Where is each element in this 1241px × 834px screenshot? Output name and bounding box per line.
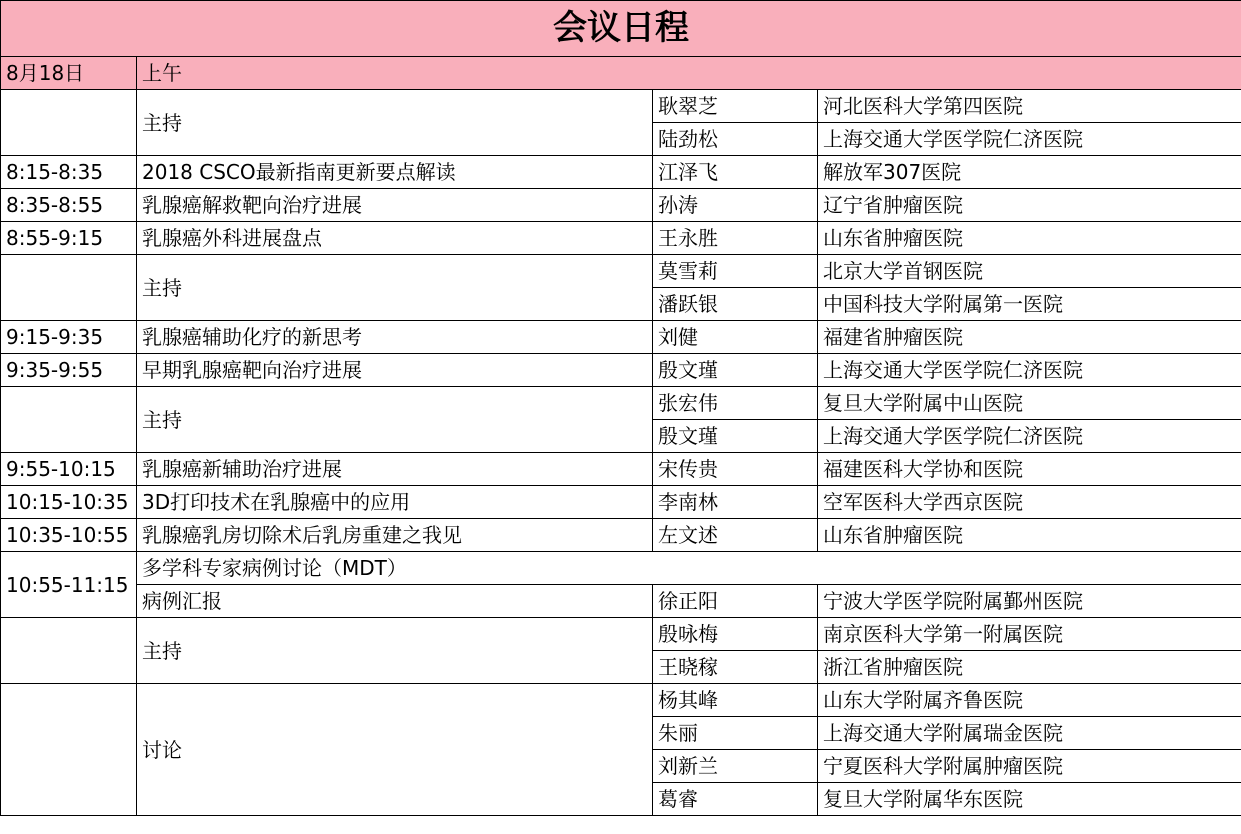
- org-cell: 复旦大学附属华东医院: [818, 783, 1241, 816]
- topic-cell: 乳腺癌辅助化疗的新思考: [137, 321, 653, 354]
- table-row: [1, 321, 1241, 354]
- speaker-cell: 刘健: [653, 321, 818, 354]
- org-cell: 上海交通大学医学院仁济医院: [818, 123, 1241, 156]
- speaker-cell: 刘新兰: [653, 750, 818, 783]
- org-cell: 北京大学首钢医院: [818, 255, 1241, 288]
- topic-cell: 2018 CSCO最新指南更新要点解读: [137, 156, 653, 189]
- speaker-cell: 徐正阳: [653, 585, 818, 618]
- org-cell: 宁波大学医学院附属鄞州医院: [818, 585, 1241, 618]
- topic-cell: 主持: [137, 618, 653, 684]
- topic-cell: 3D打印技术在乳腺癌中的应用: [137, 486, 653, 519]
- time-cell: [1, 387, 137, 453]
- speaker-cell: 殷咏梅: [653, 618, 818, 651]
- org-cell: 上海交通大学医学院仁济医院: [818, 420, 1241, 453]
- speaker-cell: 莫雪莉: [653, 255, 818, 288]
- org-cell: 宁夏医科大学附属肿瘤医院: [818, 750, 1241, 783]
- org-cell: 上海交通大学医学院仁济医院: [818, 354, 1241, 387]
- time-cell: [1, 618, 137, 684]
- table-row: [1, 486, 1241, 519]
- org-cell: 南京医科大学第一附属医院: [818, 618, 1241, 651]
- speaker-cell: 王永胜: [653, 222, 818, 255]
- table-row: [1, 519, 1241, 552]
- table-row: [1, 156, 1241, 189]
- org-cell: 山东省肿瘤医院: [818, 222, 1241, 255]
- table-row: [1, 354, 1241, 387]
- speaker-cell: 孙涛: [653, 189, 818, 222]
- topic-cell: 讨论: [137, 684, 653, 816]
- topic-cell: 多学科专家病例讨论（MDT）: [137, 552, 1241, 585]
- time-cell: 9:15-9:35: [1, 321, 137, 354]
- table-row: [1, 222, 1241, 255]
- table-row: [1, 618, 1241, 651]
- topic-cell: 病例汇报: [137, 585, 653, 618]
- session-cell: 上午: [137, 57, 1241, 90]
- topic-cell: 主持: [137, 387, 653, 453]
- time-cell: 10:35-10:55: [1, 519, 137, 552]
- speaker-cell: 宋传贵: [653, 453, 818, 486]
- org-cell: 中国科技大学附属第一医院: [818, 288, 1241, 321]
- time-cell: [1, 255, 137, 321]
- speaker-cell: 耿翠芝: [653, 90, 818, 123]
- topic-cell: 乳腺癌新辅助治疗进展: [137, 453, 653, 486]
- org-cell: 辽宁省肿瘤医院: [818, 189, 1241, 222]
- org-cell: 浙江省肿瘤医院: [818, 651, 1241, 684]
- topic-cell: 乳腺癌外科进展盘点: [137, 222, 653, 255]
- speaker-cell: 左文述: [653, 519, 818, 552]
- speaker-cell: 杨其峰: [653, 684, 818, 717]
- speaker-cell: 潘跃银: [653, 288, 818, 321]
- speaker-cell: 江泽飞: [653, 156, 818, 189]
- time-cell: 8:35-8:55: [1, 189, 137, 222]
- speaker-cell: 陆劲松: [653, 123, 818, 156]
- table-row: [1, 585, 1241, 618]
- speaker-cell: 朱丽: [653, 717, 818, 750]
- org-cell: 福建省肿瘤医院: [818, 321, 1241, 354]
- speaker-cell: 李南林: [653, 486, 818, 519]
- table-row: [1, 189, 1241, 222]
- org-cell: 复旦大学附属中山医院: [818, 387, 1241, 420]
- org-cell: 福建医科大学协和医院: [818, 453, 1241, 486]
- time-cell: 9:55-10:15: [1, 453, 137, 486]
- speaker-cell: 殷文瑾: [653, 420, 818, 453]
- speaker-cell: 葛睿: [653, 783, 818, 816]
- org-cell: 山东省肿瘤医院: [818, 519, 1241, 552]
- topic-cell: 早期乳腺癌靶向治疗进展: [137, 354, 653, 387]
- speaker-cell: 王晓稼: [653, 651, 818, 684]
- page-title: 会议日程: [1, 1, 1241, 57]
- time-cell: 10:15-10:35: [1, 486, 137, 519]
- org-cell: 上海交通大学附属瑞金医院: [818, 717, 1241, 750]
- table-row: [1, 387, 1241, 420]
- org-cell: 河北医科大学第四医院: [818, 90, 1241, 123]
- time-cell: 8:55-9:15: [1, 222, 137, 255]
- table-row: [1, 255, 1241, 288]
- table-row: [1, 552, 1241, 585]
- topic-cell: 主持: [137, 90, 653, 156]
- org-cell: 空军医科大学西京医院: [818, 486, 1241, 519]
- time-cell: 10:55-11:15: [1, 552, 137, 618]
- org-cell: 解放军307医院: [818, 156, 1241, 189]
- table-row: [1, 684, 1241, 717]
- time-cell: 9:35-9:55: [1, 354, 137, 387]
- time-cell: [1, 684, 137, 816]
- table-row: [1, 453, 1241, 486]
- topic-cell: 主持: [137, 255, 653, 321]
- topic-cell: 乳腺癌解救靶向治疗进展: [137, 189, 653, 222]
- date-cell: 8月18日: [1, 57, 137, 90]
- topic-cell: 乳腺癌乳房切除术后乳房重建之我见: [137, 519, 653, 552]
- time-cell: [1, 90, 137, 156]
- org-cell: 山东大学附属齐鲁医院: [818, 684, 1241, 717]
- speaker-cell: 张宏伟: [653, 387, 818, 420]
- speaker-cell: 殷文瑾: [653, 354, 818, 387]
- time-cell: 8:15-8:35: [1, 156, 137, 189]
- table-row: [1, 90, 1241, 123]
